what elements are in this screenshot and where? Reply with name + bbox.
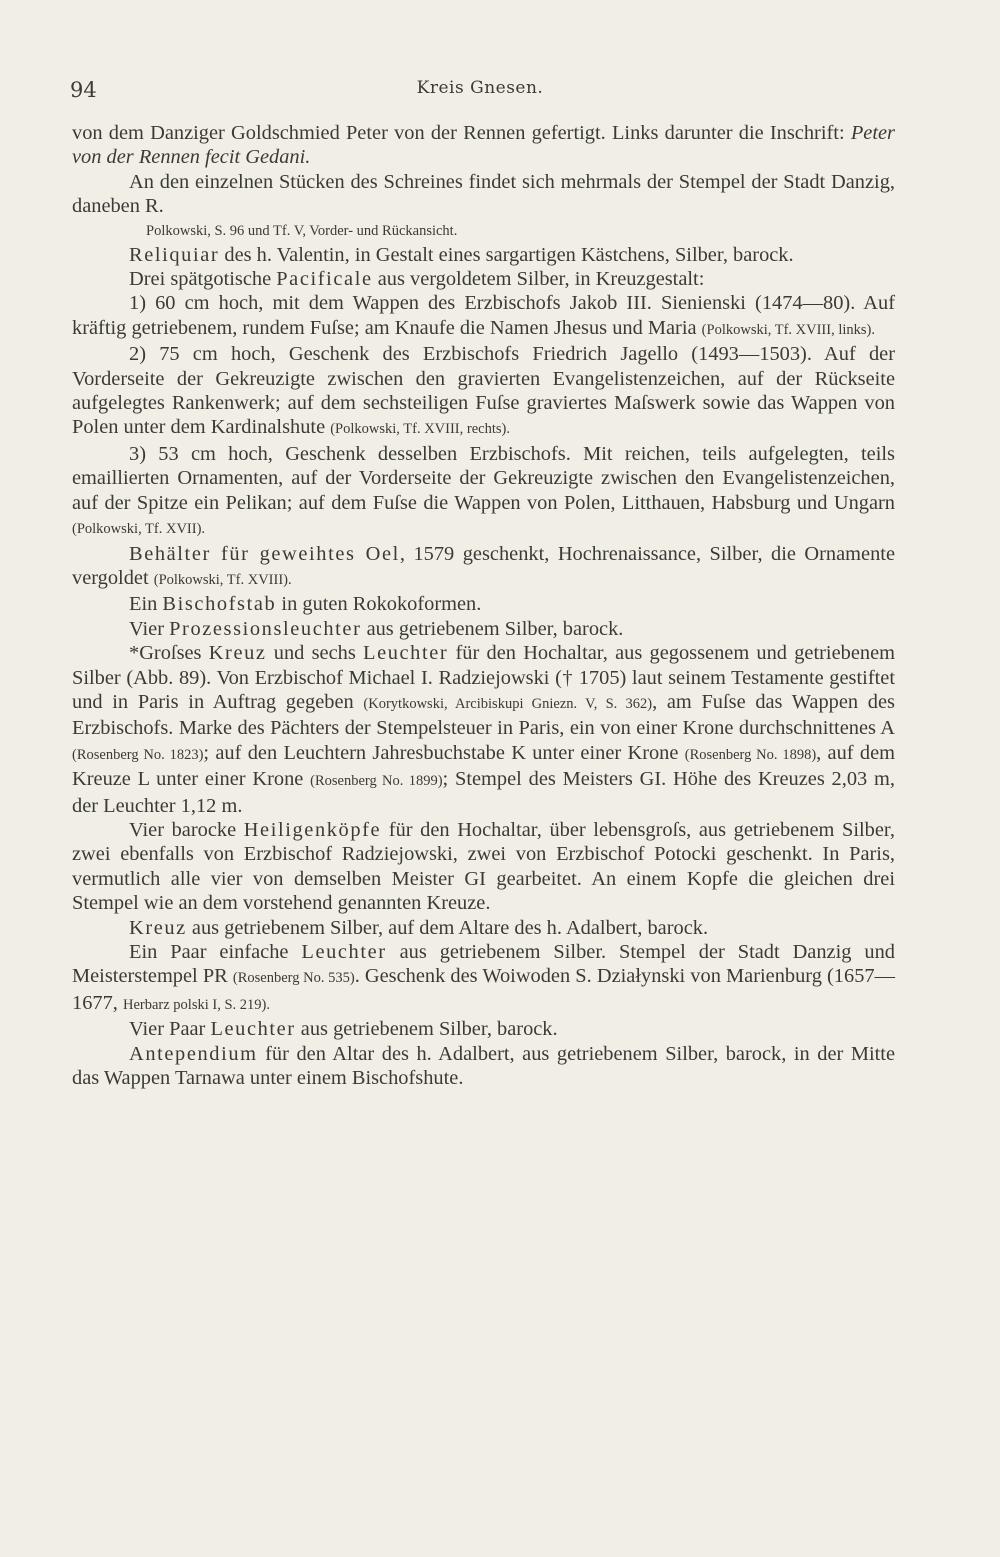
paragraph	[72, 592, 895, 616]
text-run: 3) 53 cm hoch, Geschenk desselben Erzbischofs. Mit reichen, teils aufgelegten, teils emaillierten Ornamenten, auf der Vorderseite der Gekreuzigte zwischen den Evangelistenzeichen, auf der Spitze ein Pelikan; auf dem Fuſse die Wappen von Polen, Litthauen, Habsburg und Ungarn	[72, 442, 895, 514]
paragraph	[72, 291, 895, 342]
text-run: An den einzelnen Stücken des Schreines findet sich mehrmals der Stempel der Stadt Danzig, daneben R.	[72, 170, 895, 218]
text-run: ; auf den Leuchtern Jahresbuchstabe K unter einer Krone	[203, 741, 685, 764]
reference: (Polkowski, Tf. XVIII).	[153, 571, 292, 588]
paragraph	[72, 1017, 895, 1041]
item-term: Heiligenköpfe	[243, 818, 382, 841]
paragraph	[72, 267, 895, 291]
text-run: , am Fuſse das Wappen des Erzbischofs. Marke des Pächters der Stempelsteuer in Paris, ein von einer Krone durchschnittenes A	[72, 690, 895, 740]
item-term: Pacificale	[276, 268, 373, 291]
citation	[72, 219, 895, 243]
reference: (Polkowski, Tf. XVIII, rechts).	[330, 421, 510, 438]
item-term: Leuchter	[301, 941, 387, 963]
text-run: 1) 60 cm hoch, mit dem Wappen des Erzbischofs Jakob III. Sienienski (1474—80). Auf kräftig getriebenem, rundem Fuſse; am Knaufe die Namen Jhesus und Maria	[72, 292, 895, 339]
text-run: des h. Valentin, in Gestalt eines sargartigen Kästchens, Silber, barock.	[219, 243, 794, 266]
item-term: Kreuz	[208, 642, 267, 665]
text-run: für den Hochaltar, aus gegossenem und getriebenem Silber (Abb. 89). Von Erzbischof Michael I. Radziejowski († 1705) laut seinem Testamente gestiftet und in Paris in Auftrag gegeben	[72, 642, 896, 713]
reference: (Polkowski, Tf. XVII).	[72, 521, 206, 538]
text-run: ; Stempel des Meisters GI. Höhe des Kreuzes 2,03 m, der Leuchter 1,12 m.	[72, 768, 895, 817]
text-run: und sechs	[266, 642, 364, 665]
paragraph	[72, 1042, 895, 1091]
text-run: Ein Paar einfache	[129, 941, 302, 963]
reference: (Rosenberg No. 1899)	[310, 773, 443, 790]
item-term: Behälter für geweihtes Oel	[129, 542, 400, 565]
item-term: Leuchter	[363, 642, 449, 665]
item-term: Reliquiar	[129, 243, 220, 266]
item-term: Leuchter	[210, 1018, 296, 1041]
item-term: Antependium	[129, 1042, 258, 1065]
paragraph	[72, 916, 895, 940]
reference: (Rosenberg No. 535)	[232, 970, 355, 987]
paragraph	[72, 442, 895, 542]
text-run: Vier Paar	[129, 1018, 211, 1041]
text-run: Drei spätgotische	[129, 268, 277, 291]
paragraph	[72, 818, 895, 916]
text-run: aus getriebenem Silber, barock.	[361, 617, 624, 640]
item-term: Kreuz	[129, 916, 187, 939]
paragraph	[72, 170, 895, 219]
reference: (Polkowski, Tf. XVIII, links).	[701, 321, 875, 338]
text-run: aus getriebenem Silber. Stempel der Stadt Danzig und Meisterstempel PR	[72, 941, 895, 988]
text-run: Polkowski, S. 96 und Tf. V, Vorder- und Rückansicht.	[146, 222, 458, 239]
reference: (Korytkowski, Arcibiskupi Gniezn. V, S. 362)	[363, 695, 653, 712]
paragraph	[72, 121, 895, 170]
text-run: Vier	[129, 617, 170, 640]
paragraph	[72, 617, 895, 641]
text-run: für den Hochaltar, über lebensgroſs, aus getriebenem Silber, zwei ebenfalls von Erzbischof Radziejowski, zwei von Erzbischof Potocki geschenkt. In Paris, vermutlich alle vier von demselben Meister GI gearbeitet. An einem Kopfe die gleichen drei Stempel wie an dem vorstehend genannten Kreuze.	[72, 818, 895, 915]
paragraph	[72, 641, 895, 818]
running-title: Kreis Gnesen.	[416, 78, 544, 98]
text-run: , 1579 geschenkt, Hochrenaissance, Silber, die Ornamente vergoldet	[72, 542, 895, 589]
paragraph	[72, 342, 895, 442]
reference: (Rosenberg No. 1898)	[684, 746, 817, 763]
text-run: . Geschenk des Woiwoden S. Działynski von Marienburg (1657—1677,	[72, 965, 895, 1014]
paragraph	[72, 940, 895, 1017]
text-run: Vier barocke	[129, 818, 244, 841]
text-run: von dem Danziger Goldschmied Peter von der Rennen gefertigt. Links darunter die Inschrift:	[72, 122, 851, 144]
page-number: 94	[70, 78, 97, 102]
text-run: aus vergoldetem Silber, in Kreuzgestalt:	[372, 268, 705, 291]
text-run: 2) 75 cm hoch, Geschenk des Erzbischofs Friedrich Jagello (1493—1503). Auf der Vorderseite der Gekreuzigte zwischen den gravierten Evangelistenzeichen, auf der Rückseite aufgelegtes Rankenwerk; auf dem sechsteiligen Fuſse graviertes Maſswerk sowie das Wappen von Polen unter dem Kardinalshute	[72, 343, 895, 439]
inscription: Peter von der Rennen fecit Gedani.	[72, 122, 895, 169]
text-run: *Groſses	[129, 642, 209, 665]
text-run: Ein	[129, 593, 163, 616]
text-run: für den Altar des h. Adalbert, aus getriebenem Silber, barock, in der Mitte das Wappen Tarnawa unter einem Bischofshute.	[72, 1042, 895, 1090]
text-run: , auf dem Kreuze L unter einer Krone	[72, 741, 895, 791]
reference: (Rosenberg No. 1823)	[72, 746, 204, 763]
reference: Herbarz polski I, S. 219).	[122, 996, 270, 1013]
body-text	[72, 121, 895, 1090]
text-run: in guten Rokokoformen.	[276, 593, 482, 616]
item-term: Bischofstab	[162, 593, 277, 616]
item-term: Prozessionsleuchter	[169, 617, 362, 640]
paragraph	[72, 243, 895, 267]
paragraph	[72, 542, 895, 593]
page-header	[70, 78, 890, 108]
text-run: aus getriebenem Silber, barock.	[295, 1018, 558, 1041]
text-run: aus getriebenem Silber, auf dem Altare des h. Adalbert, barock.	[186, 916, 709, 939]
